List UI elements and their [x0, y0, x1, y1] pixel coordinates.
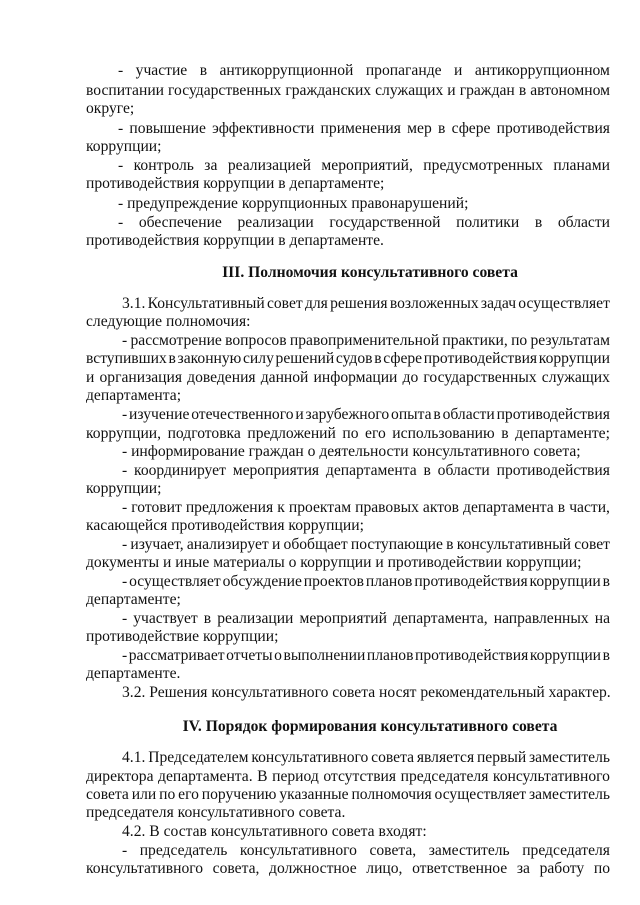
- word: совета: [371, 749, 415, 766]
- word: обеспечение: [138, 214, 222, 231]
- word: планами: [553, 157, 610, 174]
- word: мероприятия: [232, 462, 320, 479]
- word: департамента,: [393, 610, 488, 627]
- word: указанные: [279, 786, 349, 803]
- word: заместитель: [428, 842, 510, 859]
- word: 3.1.: [122, 295, 146, 312]
- word: совет: [266, 295, 303, 312]
- word: рассматривает: [128, 647, 225, 664]
- word: директора: [86, 768, 154, 785]
- text-line: коррупции;: [86, 138, 162, 155]
- word: области: [437, 462, 490, 479]
- word: в: [203, 610, 212, 627]
- text-line: [86, 368, 610, 388]
- word: сфере: [451, 120, 491, 137]
- word: департамента.: [158, 768, 253, 785]
- text-line: - информирование граждан о деятельности консультативного совета;: [122, 443, 581, 460]
- word: вступивших: [86, 350, 167, 367]
- text-line: [118, 213, 610, 233]
- word: использованию: [392, 425, 495, 442]
- word: председателя: [400, 768, 489, 785]
- text-line: [122, 294, 610, 314]
- text-line: следующие полномочия:: [86, 313, 251, 330]
- word: совета: [86, 786, 129, 803]
- word: координирует: [134, 462, 226, 479]
- word: -: [122, 573, 128, 590]
- word: результатам: [530, 332, 610, 349]
- word: данной: [260, 369, 309, 386]
- text-line: [86, 767, 610, 787]
- word: коррупции: [538, 350, 610, 367]
- word: или: [131, 786, 157, 803]
- word: является: [416, 749, 475, 766]
- word: осуществляет: [518, 295, 610, 312]
- word: решений: [275, 350, 335, 367]
- word: в: [518, 82, 527, 99]
- word: консультативный: [456, 536, 572, 553]
- word: осуществляет: [434, 786, 527, 803]
- word: государственной: [329, 214, 441, 231]
- word: актов: [422, 499, 459, 516]
- word: 4.1.: [122, 749, 146, 766]
- word: в: [168, 350, 176, 367]
- word: отчеты: [226, 647, 273, 664]
- word: отечественного: [191, 406, 294, 423]
- text-line: 4.2. В состав консультативного совета входят:: [122, 823, 427, 840]
- word: применения: [320, 120, 401, 137]
- word: коррупции: [529, 647, 602, 664]
- word: рассмотрение: [130, 332, 222, 349]
- word: на: [594, 610, 610, 627]
- word: гражданских: [285, 82, 372, 99]
- word: задач: [480, 295, 517, 312]
- word: предложений: [247, 425, 336, 442]
- text-line: - предупреждение коррупционных правонарушений;: [118, 195, 469, 212]
- word: -: [122, 406, 128, 423]
- word: мероприятий,: [321, 157, 413, 174]
- word: обсуждение: [222, 573, 302, 590]
- word: противодействия: [496, 462, 610, 479]
- word: в: [602, 647, 610, 664]
- text-line: коррупции;: [86, 480, 162, 497]
- word: реализации: [237, 214, 314, 231]
- word: автономном: [530, 82, 610, 99]
- word: -: [118, 157, 124, 174]
- word: -: [118, 214, 124, 231]
- text-line: документы и иные материалы о коррупции и противодействии коррупции;: [86, 554, 582, 571]
- word: в: [534, 214, 543, 231]
- word: -: [122, 536, 128, 553]
- word: к: [277, 499, 285, 516]
- word: сфере: [383, 350, 423, 367]
- word: -: [122, 647, 128, 664]
- text-line: касающейся противодействия коррупции;: [86, 517, 364, 534]
- word: планов: [365, 573, 413, 590]
- word: для: [304, 295, 328, 312]
- text-line: департаменте.: [86, 665, 181, 682]
- text-line: департаменте;: [86, 591, 181, 608]
- text-line: [122, 498, 610, 518]
- word: заместитель: [529, 749, 610, 766]
- text-line: [86, 859, 610, 879]
- word: правовых: [355, 499, 419, 516]
- section-heading: III. Полномочия консультативного совета: [222, 264, 518, 281]
- word: -: [122, 499, 128, 516]
- text-line: противодействие коррупции;: [86, 628, 279, 645]
- word: предусмотренных: [423, 157, 543, 174]
- word: первый: [476, 749, 527, 766]
- word: обобщает: [283, 536, 348, 553]
- word: в: [433, 406, 441, 423]
- text-line: [122, 748, 610, 768]
- word: информации: [313, 369, 398, 386]
- text-line: 3.2. Решения консультативного совета носят рекомендательный характер.: [122, 684, 611, 701]
- word: полномочия: [351, 786, 432, 803]
- word: направленных: [493, 610, 589, 627]
- word: служащих: [541, 369, 610, 386]
- word: департаменте;: [515, 425, 610, 442]
- word: -: [118, 120, 124, 137]
- word: по: [511, 332, 528, 349]
- word: поступающие: [350, 536, 443, 553]
- word: участвует: [133, 610, 198, 627]
- word: коррупции: [529, 573, 601, 590]
- word: за: [516, 860, 530, 877]
- word: совета,: [369, 842, 417, 859]
- word: осуществляет: [129, 573, 221, 590]
- word: в: [446, 536, 454, 553]
- word: пропаганде: [365, 62, 442, 79]
- word: возложенных: [389, 295, 479, 312]
- word: коррупции,: [86, 425, 162, 442]
- word: контроль: [133, 157, 194, 174]
- word: изучает,: [130, 536, 184, 553]
- word: планов: [366, 647, 414, 664]
- text-line: [122, 331, 610, 351]
- text-line: [86, 424, 610, 444]
- word: департамента: [325, 462, 417, 479]
- word: поручению: [201, 786, 277, 803]
- word: повышение: [129, 120, 206, 137]
- word: в: [199, 62, 208, 79]
- word: работу: [539, 860, 585, 877]
- word: по: [159, 786, 176, 803]
- word: антикоррупционном: [474, 62, 610, 79]
- text-line: [122, 535, 610, 555]
- word: законную: [177, 350, 242, 367]
- word: в: [501, 425, 509, 442]
- text-line: [118, 156, 610, 176]
- word: области: [442, 406, 495, 423]
- word: выполнении: [283, 647, 366, 664]
- text-line: округе;: [86, 100, 135, 117]
- text-line: [122, 572, 610, 592]
- word: противодействия: [414, 573, 528, 590]
- word: по: [593, 860, 610, 877]
- word: его: [365, 425, 386, 442]
- text-line: [86, 81, 610, 101]
- word: -: [122, 610, 128, 627]
- word: в: [602, 573, 610, 590]
- word: -: [118, 62, 124, 79]
- word: -: [122, 462, 128, 479]
- word: политики: [456, 214, 520, 231]
- word: должностное: [269, 860, 357, 877]
- word: судов: [335, 350, 373, 367]
- word: организация: [99, 369, 183, 386]
- word: Председателем: [148, 749, 249, 766]
- word: консультативного: [86, 860, 204, 877]
- word: и: [447, 82, 456, 99]
- word: В: [257, 768, 268, 785]
- word: противодействия: [496, 406, 610, 423]
- word: за: [204, 157, 218, 174]
- word: в: [423, 462, 431, 479]
- text-line: [122, 609, 610, 629]
- text-line: [122, 405, 610, 425]
- word: государственных: [168, 82, 282, 99]
- word: части,: [569, 499, 610, 516]
- word: -: [122, 842, 128, 859]
- word: лицо,: [366, 860, 403, 877]
- word: период: [272, 768, 319, 785]
- word: его: [178, 786, 199, 803]
- word: консультативного: [239, 842, 357, 859]
- word: реализацией: [227, 157, 311, 174]
- word: противодействия: [496, 120, 610, 137]
- word: граждан: [459, 82, 515, 99]
- text-line: [118, 61, 610, 81]
- text-line: [118, 119, 610, 139]
- word: Консультативный: [147, 295, 265, 312]
- word: силу: [243, 350, 274, 367]
- word: доведения: [187, 369, 256, 386]
- word: мероприятий: [299, 610, 388, 627]
- word: анализирует: [186, 536, 269, 553]
- word: консультативного: [492, 768, 610, 785]
- word: и: [454, 62, 463, 79]
- text-line: департамента;: [86, 387, 182, 404]
- word: председатель: [139, 842, 228, 859]
- word: правоприменительной: [289, 332, 440, 349]
- word: готовит: [131, 499, 182, 516]
- word: государственных: [423, 369, 537, 386]
- word: области: [557, 214, 610, 231]
- text-line: противодействия коррупции в департаменте.: [86, 232, 384, 249]
- word: председателя: [522, 842, 610, 859]
- word: в: [437, 120, 446, 137]
- text-line: противодействия коррупции в департаменте;: [86, 175, 385, 192]
- text-line: [122, 461, 610, 481]
- word: и: [271, 536, 281, 553]
- word: противодействия: [415, 647, 529, 664]
- word: -: [122, 332, 128, 349]
- word: совета,: [212, 860, 260, 877]
- word: департамента: [463, 499, 554, 516]
- text-line: [122, 646, 610, 666]
- word: в: [557, 499, 566, 516]
- word: решения: [330, 295, 388, 312]
- word: отсутствия: [323, 768, 397, 785]
- word: служащих: [375, 82, 444, 99]
- word: заместитель: [529, 786, 610, 803]
- word: антикоррупционной: [219, 62, 354, 79]
- section-heading: IV. Порядок формирования консультативного совета: [182, 718, 558, 735]
- word: консультативного: [251, 749, 369, 766]
- word: подготовка: [167, 425, 241, 442]
- word: практики,: [442, 332, 508, 349]
- word: мер: [407, 120, 432, 137]
- word: изучение: [129, 406, 190, 423]
- word: ответственное: [412, 860, 508, 877]
- word: участие: [135, 62, 188, 79]
- text-line: председателя консультативного совета.: [86, 804, 346, 821]
- word: зарубежного: [305, 406, 390, 423]
- word: эффективности: [212, 120, 315, 137]
- word: и: [86, 369, 95, 386]
- word: опыта: [391, 406, 432, 423]
- word: до: [402, 369, 419, 386]
- word: совет: [574, 536, 610, 553]
- text-line: [86, 349, 610, 369]
- word: реализации: [217, 610, 294, 627]
- text-line: [122, 841, 610, 861]
- word: вопросов: [225, 332, 287, 349]
- word: и: [295, 406, 304, 423]
- word: проектов: [303, 573, 364, 590]
- word: о: [274, 647, 282, 664]
- word: в: [374, 350, 382, 367]
- word: предложения: [185, 499, 274, 516]
- word: по: [342, 425, 359, 442]
- word: проектам: [288, 499, 352, 516]
- word: воспитании: [86, 82, 165, 99]
- text-line: [86, 785, 610, 805]
- word: противодействия: [423, 350, 538, 367]
